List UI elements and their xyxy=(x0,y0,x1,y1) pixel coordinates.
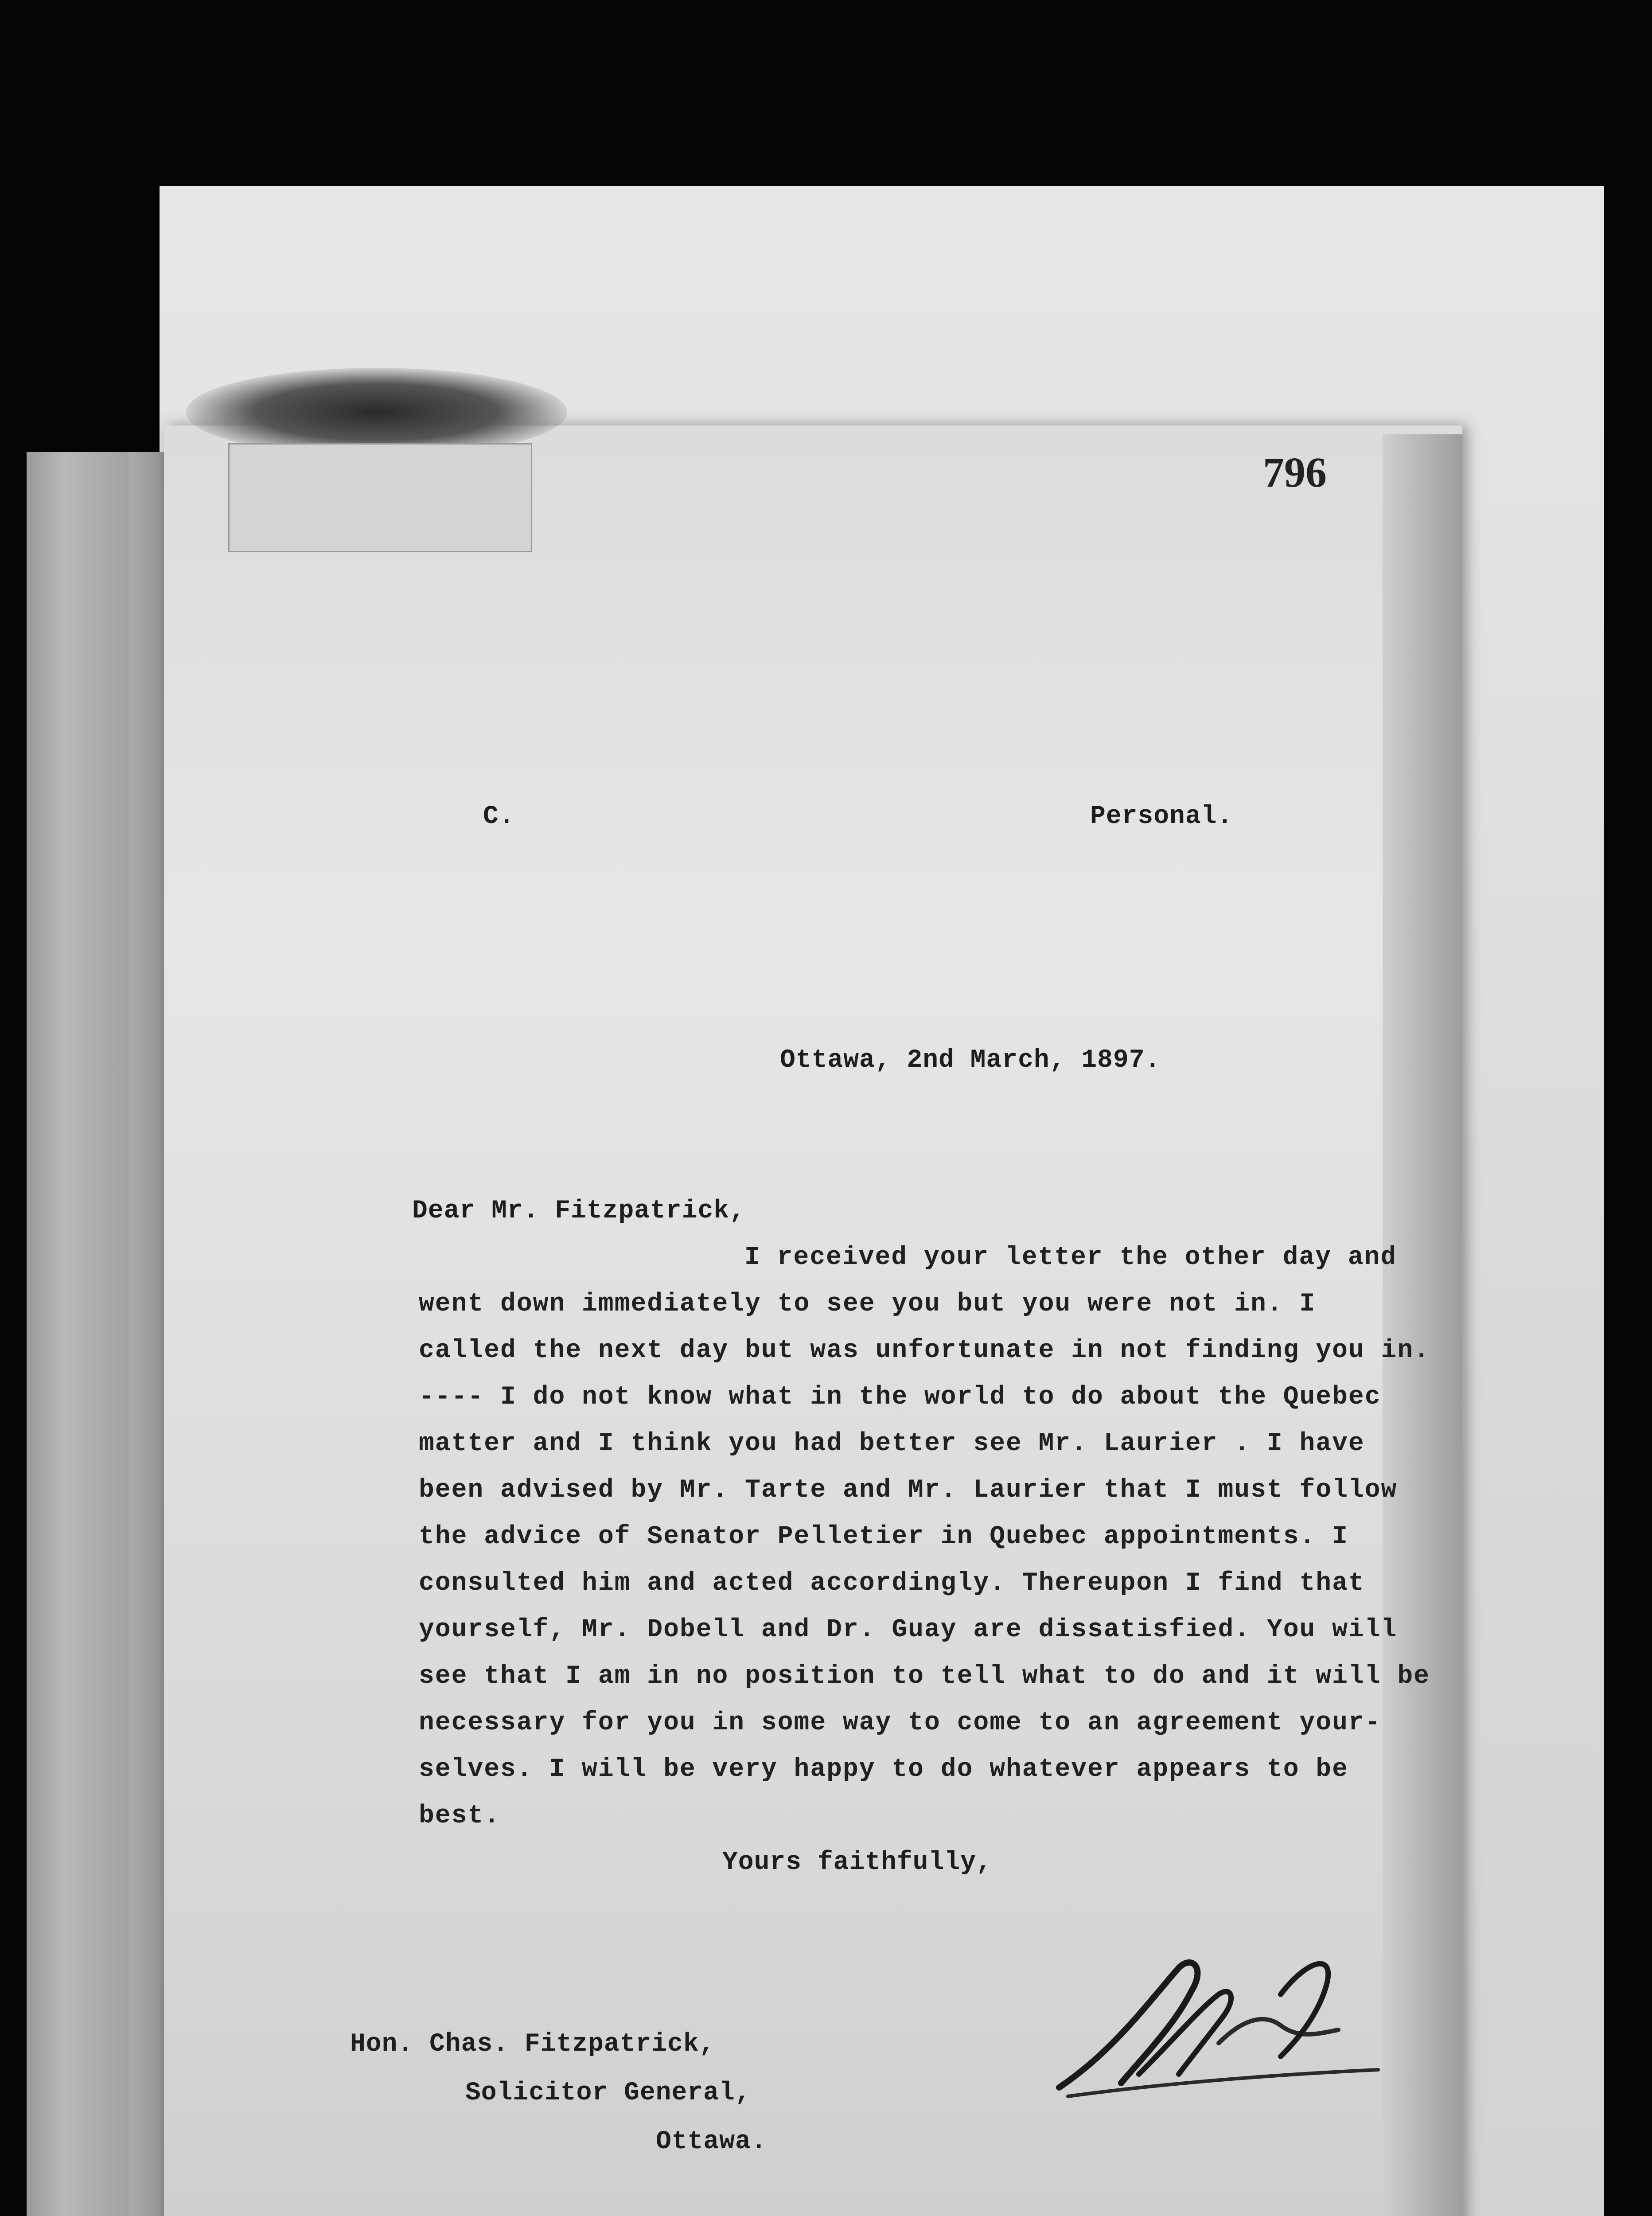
body-line: yourself, Mr. Dobell and Dr. Guay are dissatisfied. You will xyxy=(419,1615,1398,1644)
header-personal-mark: Personal. xyxy=(1090,802,1233,831)
header-left-mark: C. xyxy=(483,802,515,831)
body-line: selves. I will be very happy to do whatever appears to be xyxy=(419,1755,1348,1784)
body-line: I received your letter the other day and xyxy=(744,1243,1397,1272)
salutation: Dear Mr. Fitzpatrick, xyxy=(412,1197,745,1225)
body-line: ---- I do not know what in the world to do about the Quebec xyxy=(419,1383,1381,1412)
dateline: Ottawa, 2nd March, 1897. xyxy=(780,1046,1161,1075)
addressee-city: Ottawa. xyxy=(656,2127,767,2156)
body-line: called the next day but was unfortunate in not finding you in. xyxy=(419,1336,1430,1365)
addressee-title: Solicitor General, xyxy=(465,2079,751,2107)
body-line: consulted him and acted accordingly. Thereupon I find that xyxy=(419,1569,1365,1598)
body-line: been advised by Mr. Tarte and Mr. Laurier that I must follow xyxy=(419,1476,1398,1505)
paper-tab xyxy=(228,443,532,552)
page-number: 796 xyxy=(1263,449,1327,496)
body-line: matter and I think you had better see Mr. Laurier . I have xyxy=(419,1429,1365,1458)
signature-icon xyxy=(1032,1941,1396,2118)
body-line: best. xyxy=(419,1802,501,1830)
body-line: necessary for you in some way to come to an agreement your- xyxy=(419,1709,1381,1737)
body-line: the advice of Senator Pelletier in Quebec appointments. I xyxy=(419,1522,1348,1551)
body-line: see that I am in no position to tell what to do and it will be xyxy=(419,1662,1430,1691)
body-line: went down immediately to see you but you were not in. I xyxy=(419,1290,1316,1319)
holder-left-strip-inner xyxy=(66,452,129,2216)
addressee-name: Hon. Chas. Fitzpatrick, xyxy=(350,2030,715,2059)
closing: Yours faithfully, xyxy=(722,1848,992,1877)
